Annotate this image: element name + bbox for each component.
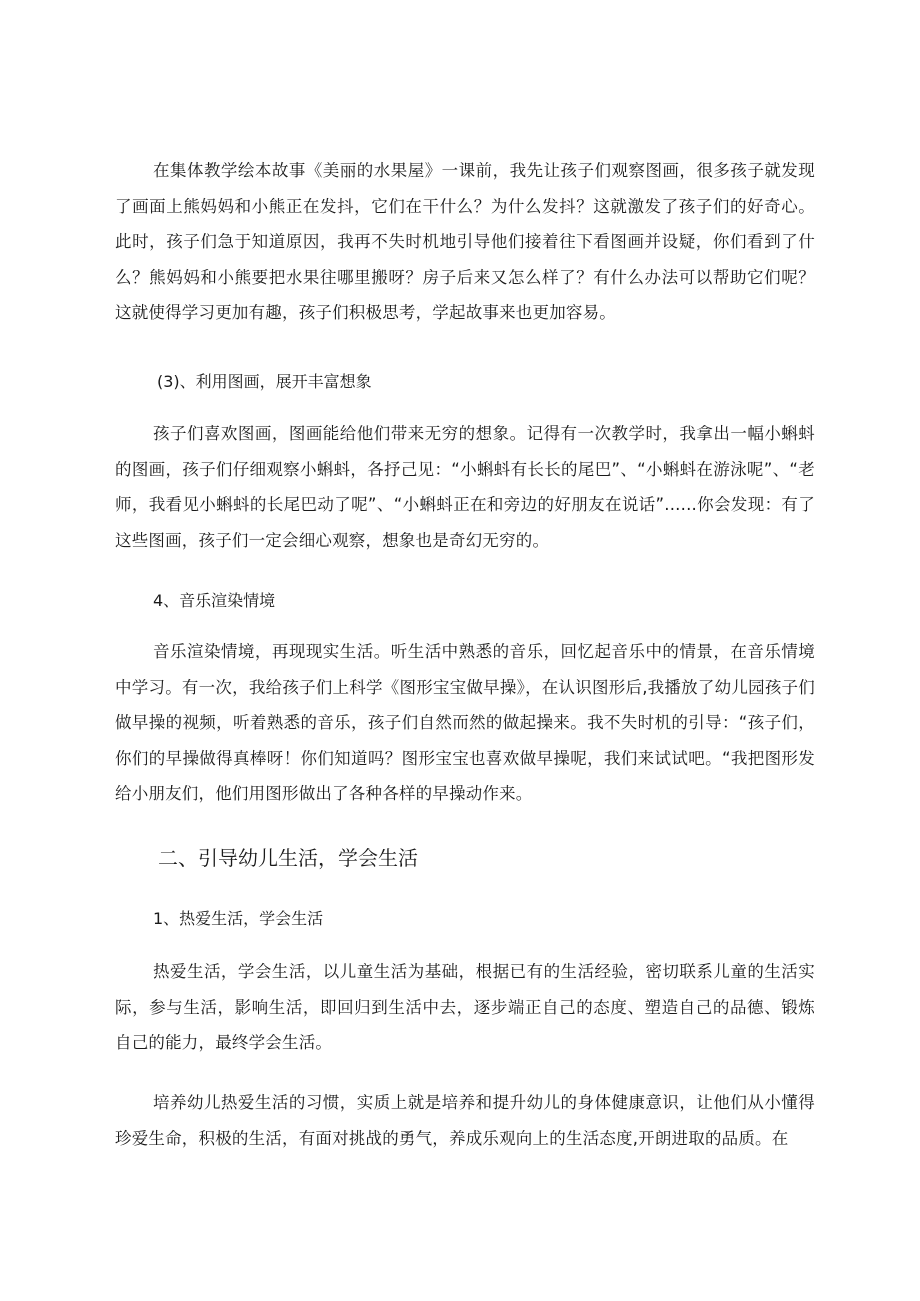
paragraph-fruit-house: 在集体教学绘本故事《美丽的水果屋》一课前，我先让孩子们观察图画，很多孩子就发现了画面上熊妈妈和小熊正在发抖，它们在干什么？为什么发抖？这就激发了孩子们的好奇心。此时，孩子们急于知道原因，我再不失时机地引导他们接着往下看图画并设疑，你们看到了什么？熊妈妈和小熊要把水果往哪里搬呀？房子后来又怎么样了？有什么办法可以帮助它们呢？这就使得学习更加有趣，孩子们积极思考，学起故事来也更加容易。 bbox=[115, 161, 815, 322]
heading-use-pictures: (3)、利用图画，展开丰富想象 bbox=[157, 372, 372, 391]
paragraph-cultivate-habits: 培养幼儿热爱生活的习惯，实质上就是培养和提升幼儿的身体健康意识，让他们从小懂得珍爱生命，积极的生活，有面对挑战的勇气，养成乐观向上的生活态度,开朗进取的品质。在 bbox=[115, 1093, 815, 1148]
heading-love-life: 1、热爱生活，学会生活 bbox=[153, 909, 324, 928]
paragraph-tadpole: 孩子们喜欢图画，图画能给他们带来无穷的想象。记得有一次教学时，我拿出一幅小蝌蚪的图画，孩子们仔细观察小蝌蚪，各抒己见：“小蝌蚪有长长的尾巴”、“小蝌蚪在游泳呢”、“老师，我看见小蝌蚪的长尾巴动了呢”、“小蝌蚪正在和旁边的好朋友在说话”......你会发现：有了这些图画，孩子们一定会细心观察，想象也是奇幻无穷的。 bbox=[115, 424, 815, 550]
paragraph-love-life: 热爱生活，学会生活，以儿童生活为基础，根据已有的生活经验，密切联系儿童的生活实际，参与生活，影响生活，即回归到生活中去，逐步端正自己的态度、塑造自己的品德、锻炼自己的能力，最终学会生活。 bbox=[115, 962, 815, 1052]
paragraph-music: 音乐渲染情境，再现现实生活。听生活中熟悉的音乐，回忆起音乐中的情景，在音乐情境中学习。有一次，我给孩子们上科学《图形宝宝做早操》，在认识图形后,我播放了幼儿园孩子们做早操的视频，听着熟悉的音乐，孩子们自然而然的做起操来。我不失时机的引导：“孩子们，你们的早操做得真棒呀！你们知道吗？图形宝宝也喜欢做早操呢，我们来试试吧。“我把图形发给小朋友们，他们用图形做出了各种各样的早操动作来。 bbox=[115, 642, 815, 803]
heading-music-context: 4、音乐渲染情境 bbox=[153, 591, 276, 610]
section-heading-guide-life: 二、引导幼儿生活，学会生活 bbox=[158, 846, 418, 870]
